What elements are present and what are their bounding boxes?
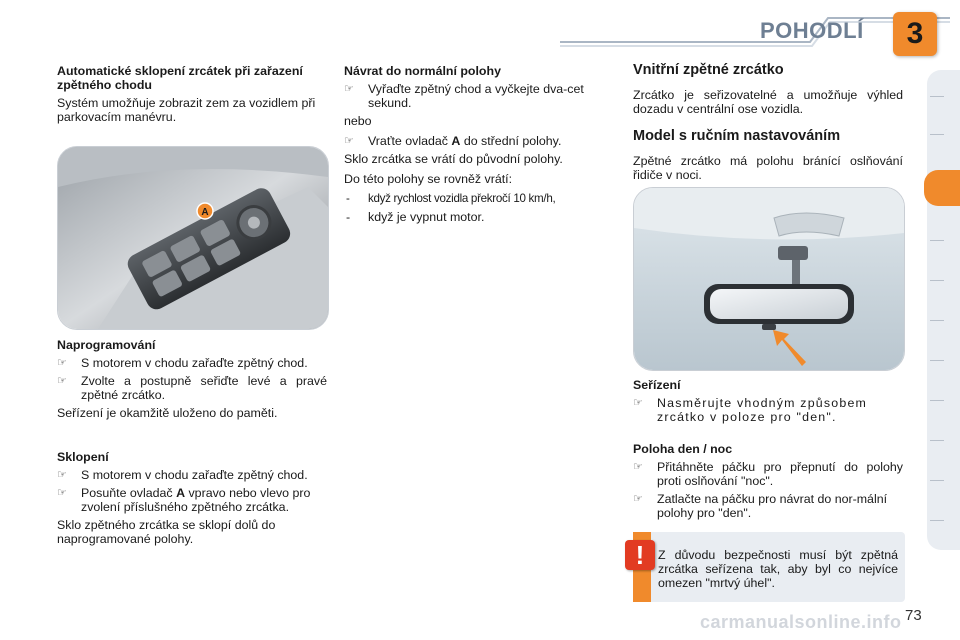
tab-divider	[930, 360, 944, 361]
section-title-folding: Sklopení	[57, 450, 109, 464]
column-1-top	[57, 64, 327, 130]
section-title-auto-fold: Automatické sklopení zrcátek při zařazení zpětného chodu	[57, 64, 303, 92]
hand-pointer-icon: ☞	[57, 357, 67, 369]
tab-divider	[930, 520, 944, 521]
tab-divider	[930, 280, 944, 281]
section-title-adjustment: Seřízení	[633, 378, 681, 392]
paragraph: Zrcátko je seřizovatelné a umožňuje výhled dozadu v centrální ose vozidla.	[633, 88, 903, 116]
watermark: carmanualsonline.info	[700, 612, 902, 632]
section-title-manual-model: Model s ručním nastavováním	[633, 128, 841, 144]
list-item: ☞ Zatlačte na páčku pro návrat do nor-mální polohy pro "den".	[633, 492, 888, 520]
list-item: ☞ Vraťte ovladač A do střední polohy.	[344, 134, 562, 148]
chapter-tab-strip	[927, 70, 960, 550]
column-3-bottom	[633, 378, 903, 524]
dash-marker: -	[346, 192, 350, 205]
paragraph: Sklo zpětného zrcátka se sklopí dolů do naprogramované polohy.	[57, 518, 276, 546]
dash-marker: -	[346, 210, 351, 224]
column-3-top	[633, 62, 903, 188]
list-item: ☞ S motorem v chodu zařaďte zpětný chod.	[57, 356, 308, 370]
list-item: - když rychlost vozidla překročí 10 km/h,	[346, 192, 556, 205]
tab-divider	[930, 96, 944, 97]
column-1-bottom	[57, 338, 327, 552]
column-2	[344, 64, 614, 228]
hand-pointer-icon: ☞	[633, 493, 643, 505]
section-title-day-night: Poloha den / noc	[633, 442, 733, 456]
chapter-number-badge: 3	[893, 12, 937, 56]
hand-pointer-icon: ☞	[57, 375, 67, 387]
list-item: ☞ Posuňte ovladač A vpravo nebo vlevo pro zvolení příslušného zpětného zrcátka.	[57, 486, 311, 514]
list-item: ☞ Přitáhněte páčku pro přepnutí do polohy proti oslňování "noc".	[633, 460, 903, 488]
tab-divider	[930, 480, 944, 481]
hand-pointer-icon: ☞	[633, 461, 643, 473]
warning-exclamation-icon: !	[625, 540, 655, 570]
paragraph: nebo	[344, 114, 372, 128]
tab-divider	[930, 400, 944, 401]
section-title-programming: Naprogramování	[57, 338, 156, 352]
section-title-return: Návrat do normální polohy	[344, 64, 501, 78]
interior-mirror-photo	[633, 187, 905, 371]
header-band	[560, 12, 950, 48]
photo-label-a: A	[201, 207, 209, 218]
hand-pointer-icon: ☞	[633, 397, 645, 409]
chapter-tab-active[interactable]	[924, 170, 960, 206]
page-title: POHODLÍ	[760, 18, 864, 43]
door-mirror-control-photo	[57, 146, 329, 330]
paragraph: Sklo zrcátka se vrátí do původní polohy.	[344, 152, 563, 166]
list-item: - když je vypnut motor.	[346, 210, 485, 224]
page-number: 73	[905, 607, 922, 624]
hand-pointer-icon: ☞	[57, 487, 67, 499]
paragraph: Seřízení je okamžitě uloženo do paměti.	[57, 406, 278, 420]
list-item: ☞ Vyřaďte zpětný chod a vyčkejte dva-cet sekund.	[344, 82, 584, 110]
tab-divider	[930, 134, 944, 135]
list-item: ☞ S motorem v chodu zařaďte zpětný chod.	[57, 468, 308, 482]
list-item: ☞ Zvolte a postupně seřiďte levé a pravé zpětné zrcátko.	[57, 374, 327, 402]
paragraph: Systém umožňuje zobrazit zem za vozidlem při parkovacím manévru.	[57, 96, 316, 124]
paragraph: Zpětné zrcátko má polohu bránící oslňování řidiče v noci.	[633, 154, 903, 182]
paragraph: Do této polohy se rovněž vrátí:	[344, 172, 513, 186]
hand-pointer-icon: ☞	[57, 469, 67, 481]
warning-text: Z důvodu bezpečnosti musí být zpětná zrcátka seřízena tak, aby byl co nejvíce omezen "mrtvý úhel".	[658, 548, 898, 590]
tab-divider	[930, 440, 944, 441]
section-title-interior-mirror: Vnitřní zpětné zrcátko	[633, 62, 784, 78]
hand-pointer-icon: ☞	[344, 83, 354, 95]
tab-divider	[930, 320, 944, 321]
tab-divider	[930, 240, 944, 241]
hand-pointer-icon: ☞	[344, 135, 354, 147]
list-item: ☞ Nasměrujte vhodným způsobem zrcátko v poloze pro "den".	[633, 396, 868, 424]
